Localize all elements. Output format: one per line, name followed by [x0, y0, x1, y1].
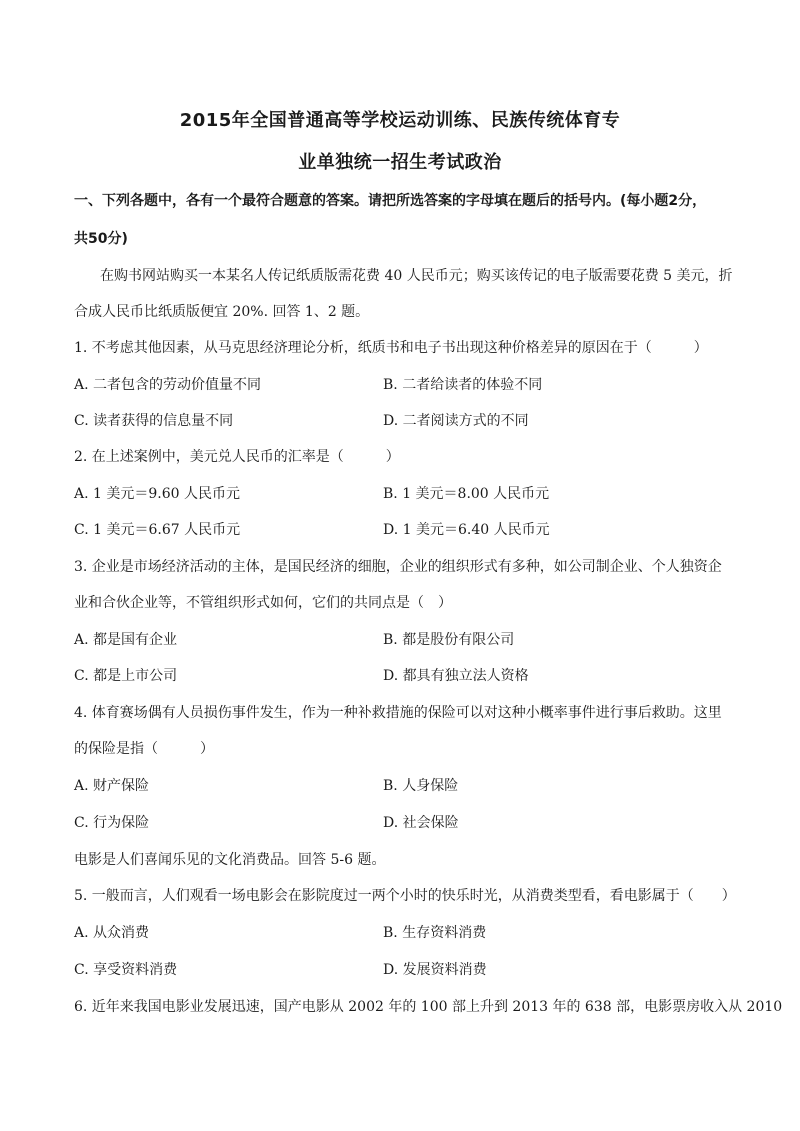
question-2-option-a: A. 1 美元＝9.60 人民币元 [74, 486, 240, 502]
question-5-option-b: B. 生存资料消费 [383, 925, 487, 941]
question-2-option-c: C. 1 美元＝6.67 人民币元 [74, 522, 241, 538]
context-paragraph-2: 电影是人们喜闻乐见的文化消费品。回答 5-6 题。 [74, 852, 386, 868]
section-heading: 一、下列各题中，各有一个最符合题意的答案。请把所选答案的字母填在题后的括号内。(每小题2分， [74, 193, 707, 209]
question-1-option-c: C. 读者获得的信息量不同 [74, 413, 234, 429]
question-3-stem-cont: 业和合伙企业等，不管组织形式如何，它们的共同点是（ ） [74, 595, 452, 611]
question-5-option-a: A. 从众消费 [74, 925, 150, 941]
question-3-option-d: D. 都具有独立法人资格 [383, 668, 529, 684]
exam-title-line-1: 2015年全国普通高等学校运动训练、民族传统体育专 [179, 110, 621, 131]
question-5-option-d: D. 发展资料消费 [383, 962, 487, 978]
exam-title-line-2: 业单独统一招生考试政治 [298, 152, 502, 173]
question-4-stem: 4. 体育赛场偶有人员损伤事件发生，作为一种补救措施的保险可以对这种小概率事件进行事后救助。这里 [74, 705, 722, 721]
context-paragraph-1: 在购书网站购买一本某名人传记纸质版需花费 40 人民币元；购买该传记的电子版需要花费 5 美元，折 [100, 268, 733, 284]
question-1-option-b: B. 二者给读者的体验不同 [383, 377, 543, 393]
question-3-option-c: C. 都是上市公司 [74, 668, 178, 684]
question-4-stem-cont: 的保险是指（ ） [74, 741, 214, 757]
section-heading-cont: 共50分) [74, 231, 128, 247]
question-1-option-d: D. 二者阅读方式的不同 [383, 413, 529, 429]
question-6-stem: 6. 近年来我国电影业发展迅速，国产电影从 2002 年的 100 部上升到 2013 年的 638 部，电影票房收入从 2010 [74, 999, 783, 1015]
question-5-option-c: C. 享受资料消费 [74, 962, 178, 978]
question-1-option-a: A. 二者包含的劳动价值量不同 [74, 377, 262, 393]
question-3-stem: 3. 企业是市场经济活动的主体，是国民经济的细胞，企业的组织形式有多种，如公司制企业、个人独资企 [74, 559, 722, 575]
question-5-stem: 5. 一般而言，人们观看一场电影会在影院度过一两个小时的快乐时光，从消费类型看，看电影属于（ ） [74, 888, 736, 904]
question-2-stem: 2. 在上述案例中，美元兑人民币的汇率是（ ） [74, 449, 400, 465]
question-2-option-b: B. 1 美元＝8.00 人民币元 [383, 486, 550, 502]
question-4-option-b: B. 人身保险 [383, 778, 459, 794]
question-4-option-d: D. 社会保险 [383, 815, 459, 831]
question-4-option-c: C. 行为保险 [74, 815, 150, 831]
question-3-option-a: A. 都是国有企业 [74, 632, 178, 648]
question-3-option-b: B. 都是股份有限公司 [383, 632, 515, 648]
context-paragraph-1-cont: 合成人民币比纸质版便宜 20%. 回答 1、2 题。 [74, 304, 370, 320]
question-1-stem: 1. 不考虑其他因素，从马克思经济理论分析，纸质书和电子书出现这种价格差异的原因在于（ ） [74, 340, 708, 356]
question-4-option-a: A. 财产保险 [74, 778, 150, 794]
question-2-option-d: D. 1 美元＝6.40 人民币元 [383, 522, 550, 538]
